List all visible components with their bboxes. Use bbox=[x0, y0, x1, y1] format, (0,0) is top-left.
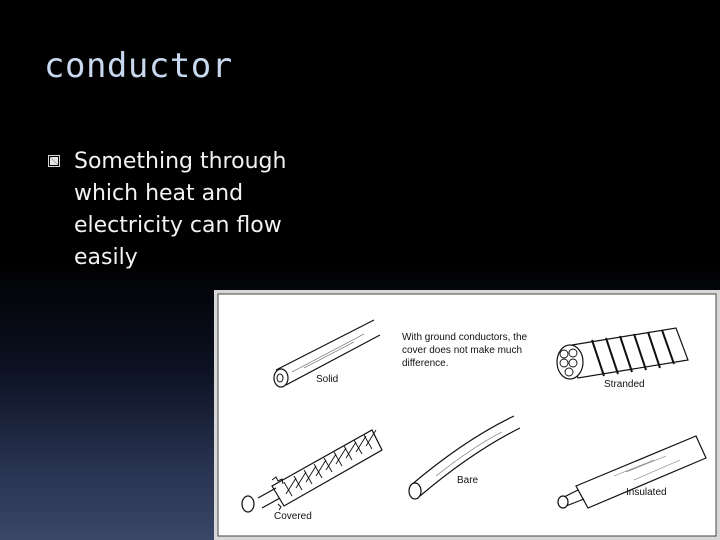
label-stranded: Stranded bbox=[604, 379, 645, 390]
slide-title: conductor bbox=[44, 46, 233, 86]
note-line-3: difference. bbox=[402, 358, 449, 369]
label-covered: Covered bbox=[274, 511, 312, 522]
conductor-types-figure bbox=[214, 290, 720, 540]
square-bullet-icon bbox=[48, 155, 60, 167]
conductor-diagram bbox=[214, 290, 720, 540]
note-line-2: cover does not make much bbox=[402, 345, 523, 356]
note-line-1: With ground conductors, the bbox=[402, 332, 528, 343]
bullet-item bbox=[48, 146, 328, 274]
label-solid: Solid bbox=[316, 374, 339, 385]
bullet-text: Something through which heat and electricity can flow easily bbox=[74, 149, 287, 270]
label-bare: Bare bbox=[457, 475, 479, 486]
label-insulated: Insulated bbox=[626, 487, 667, 498]
